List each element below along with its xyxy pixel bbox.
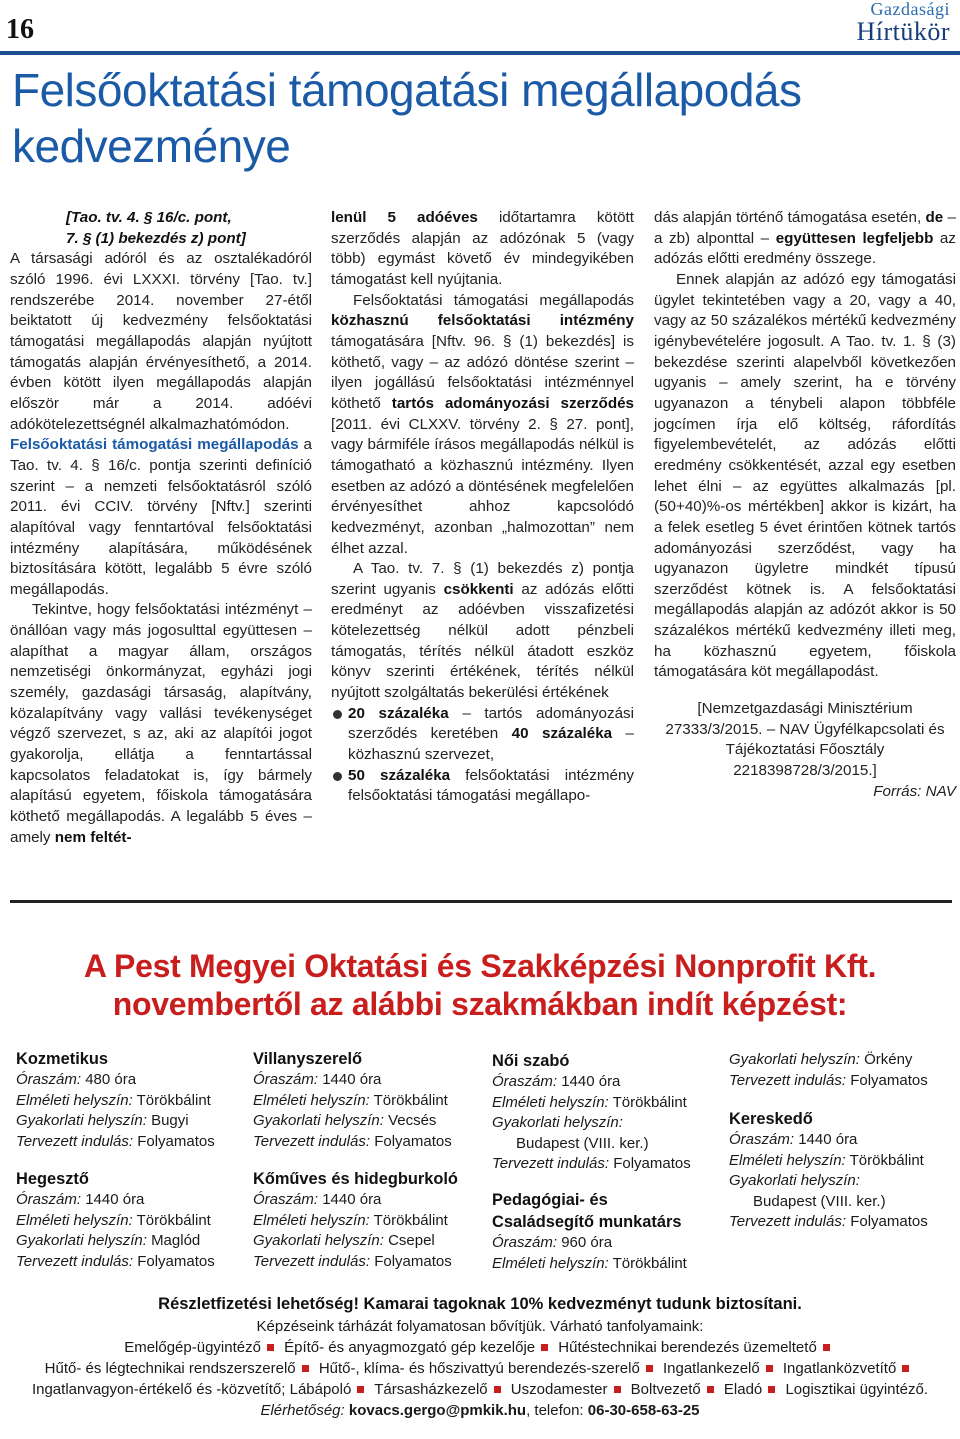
practice-value: Budapest (VIII. ker.) [753,1192,886,1210]
practice-value: Csepel [388,1232,435,1250]
section-divider [10,900,952,903]
bold-term: nem feltét- [54,828,132,846]
red-square-bullet-icon [766,1365,773,1372]
course-villanyszerelo [253,1048,483,1152]
start-value: Folyamatos [137,1132,215,1150]
paragraph: – közhasznú szervezet, [348,725,634,764]
paragraph: – tartós adományozási szerződés keretében [348,704,634,743]
ad-footer [0,1292,960,1421]
hours-label: Óraszám: [492,1073,558,1090]
bullet-item [348,704,634,766]
theory-label: Elméleti helyszín: [492,1254,609,1272]
upcoming-courses-intro: Képzéseink tárházát folyamatosan bővítjük. Várható tanfolyamaink: [256,1318,704,1335]
bold-term: lenül 5 adóéves [331,209,478,226]
theory-label: Elméleti helyszín: [492,1093,609,1111]
practice-value: Vecsés [388,1112,437,1130]
header-rule [0,51,960,55]
course-kozmetikus [16,1048,236,1152]
red-square-bullet-icon [823,1344,830,1351]
ad-headline-2: novembertől az alábbi szakmákban indít képzést: [112,986,848,1022]
paragraph: felsőoktatási intézmény felsőoktatási támogatási megállapo- [348,766,634,805]
upcoming-courses-list [0,1337,960,1400]
start-value: Folyamatos [137,1252,215,1270]
upcoming-course-item: Hűtő- és légtechnikai rendszerszerelő [44,1360,296,1377]
course-hegeszto [16,1168,236,1272]
upcoming-course-item: Ingatlanvagyon-értékelő és -közvetítő; Lábápoló [31,1381,352,1398]
practice-label: Gyakorlati helyszín: [253,1232,384,1250]
paragraph: Felsőoktatási támogatási megállapodás [353,291,634,309]
bullet-item [348,766,634,807]
practice-value: Örkény [864,1051,913,1068]
hours-label: Óraszám: [16,1071,82,1088]
hours-value: 1440 óra [85,1191,145,1208]
bold-term: csökkenti [443,580,514,598]
course-name-line-1: Pedagógiai- és [492,1191,608,1209]
contact-phone[interactable]: 06-30-658-63-25 [587,1402,700,1419]
publication-brand [856,0,950,46]
bold-term: közhasznú felsőoktatási intézmény [331,312,634,330]
bold-term: de [925,209,944,226]
phone-label: , telefon: [526,1402,584,1419]
paragraph: időtartamra kötött szerződés alapján az adózónak 5 (vagy több) egymást követő év mindegyikében támogatást kell nyújtania. [331,209,634,288]
article-title: Felsőoktatási támogatási megállapodás kedvezménye [12,64,802,172]
course-name: Kozmetikus [16,1050,108,1068]
upcoming-course-item: Ingatlanközvetítő [782,1360,897,1377]
start-label: Tervezett indulás: [16,1252,134,1270]
hours-value: 1440 óra [322,1191,382,1208]
theory-value: Törökbálint [849,1151,924,1169]
hours-label: Óraszám: [729,1131,795,1148]
theory-value: Törökbálint [612,1093,687,1111]
red-square-bullet-icon [768,1386,775,1393]
red-square-bullet-icon [614,1386,621,1393]
article-column-1 [10,208,312,848]
practice-value: Bugyi [151,1112,189,1130]
course-name: Kereskedő [729,1110,813,1128]
hours-value: 480 óra [85,1071,137,1088]
legal-reference-1: [Tao. tv. 4. § 16/c. pont, [66,209,232,226]
theory-label: Elméleti helyszín: [729,1151,846,1169]
red-square-bullet-icon [707,1386,714,1393]
course-name: Női szabó [492,1052,570,1070]
bold-term: tartós adományozási szerződés [391,394,634,412]
red-square-bullet-icon [267,1344,274,1351]
paragraph: a Tao. tv. 4. § 16/c. pontja szerinti definíció szerint – a nemzeti felsőoktatásról szóló 2011. évi CCIV. törvény [Nftv.] szerinti alapítóval vagy fenntartóval felsőoktatási intézmény alapítására, működésének biztosítására kötött, legalább 5 évre szóló megállapodás. [10,436,312,598]
upcoming-course-item: Boltvezető [630,1381,701,1398]
practice-value: Budapest (VIII. ker.) [516,1134,649,1152]
theory-value: Törökbálint [612,1254,687,1272]
red-square-bullet-icon [902,1365,909,1372]
hours-label: Óraszám: [16,1191,82,1208]
practice-label: Gyakorlati helyszín: [16,1112,147,1130]
practice-label: Gyakorlati helyszín: [16,1232,147,1250]
start-value: Folyamatos [374,1132,452,1150]
hours-value: 1440 óra [798,1131,858,1148]
course-pedagogiai-continued [729,1050,957,1091]
start-value: Folyamatos [374,1252,452,1270]
start-label: Tervezett indulás: [729,1071,847,1089]
upcoming-course-item: Logisztikai ügyintéző. [785,1381,929,1398]
theory-label: Elméleti helyszín: [253,1091,370,1109]
paragraph: A társasági adóról és az osztalékadóról szóló 1996. évi LXXXI. törvény [Tao. tv.] rendszerébe 2014. november 27-étől beiktatott új kedvezmény felsőoktatási támogatási megállapodás alapján nyújtott támogatás alapján érvényesíthető, a 2014. évben kötött ilyen megállapodás alapján először már a 2014. adóévi adókötelezettségnél alkalmazhatómódon. [10,250,312,433]
bullet-list [331,704,634,807]
paragraph: dás alapján történő támogatása esetén, [654,209,922,226]
page-header [0,0,960,58]
upcoming-course-item: Társasházkezelő [374,1381,488,1398]
brand-line-1: Gazdasági [870,0,950,19]
upcoming-course-item: Uszodamester [510,1381,608,1398]
upcoming-course-item: Emelőgép-ügyintéző [124,1339,261,1356]
practice-label: Gyakorlati helyszín: [729,1051,860,1068]
bold-term: 20 százaléka [348,704,449,722]
practice-value: Maglód [151,1232,201,1250]
installment-note: Részletfizetési lehetőség! Kamarai tagoknak 10% kedvezményt tudunk biztosítani. [158,1295,802,1313]
start-label: Tervezett indulás: [253,1132,371,1150]
red-square-bullet-icon [646,1365,653,1372]
page-number: 16 [6,14,34,45]
bold-term: 40 százaléka [511,725,613,743]
contact-email[interactable]: kovacs.gergo@pmkik.hu [348,1402,527,1419]
bold-term: Felsőoktatási támogatási megállapodás [10,436,299,454]
ad-headline-1: A Pest Megyei Oktatási és Szakképzési Nonprofit Kft. [83,948,877,984]
hours-value: 1440 óra [322,1071,382,1088]
start-label: Tervezett indulás: [253,1252,371,1270]
theory-value: Törökbálint [136,1211,211,1229]
theory-label: Elméleti helyszín: [253,1211,370,1229]
reference-note: [Nemzetgazdasági Minisztérium 27333/3/2015. – NAV Ügyfélkapcsolati és Tájékoztatási Főosztály 2218398728/3/2015.] [665,700,945,780]
legal-reference-2: 7. § (1) bekezdés z) pont] [66,229,246,247]
paragraph: – a zb) alponttal – [654,209,956,247]
paragraph: támogatására [Nftv. 96. § (1) bekezdés] is köthető, vagy – az adózó döntése szerint – ilyen jogállású felsőoktatási intézménnyel köthető [331,332,634,412]
theory-value: Törökbálint [373,1091,448,1109]
course-kereskedo [729,1108,957,1233]
theory-label: Elméleti helyszín: [16,1091,133,1109]
start-label: Tervezett indulás: [492,1155,610,1173]
source-note: Forrás: NAV [873,782,956,800]
hours-value: 960 óra [561,1234,613,1251]
contact-label: Elérhetőség: [260,1402,345,1419]
bold-term: együttesen legfeljebb [775,229,934,247]
hours-label: Óraszám: [492,1234,558,1251]
paragraph: az adózás előtti eredmény összege. [654,229,956,268]
course-name: Villanyszerelő [253,1050,363,1068]
theory-label: Elméleti helyszín: [16,1211,133,1229]
upcoming-course-item: Ingatlankezelő [662,1360,760,1377]
practice-label: Gyakorlati helyszín: [492,1114,623,1132]
red-square-bullet-icon [302,1365,309,1372]
paragraph: Ennek alapján az adózó egy támogatási ügylet tekintetében vagy a 20, vagy a 40, vagy az 50 százalékos mértékű kedvezmény igénybevételére jogosult. A Tao. tv. 1. § (3) bekezdése szerinti alapelvből következően ugyanis – amely szerint, ha e törvény ugyanazon a ténybeli alapon többféle jogcímen írja elő költség, ráfordítás figyelembevételét, az adózás előtti eredmény csökkentését, azzal egy esetben lehet élni – az együttes alkalmazás [pl. (50+40)%-os mértékben] akkor is kizárt, ha a felek esetleg 5 évet érintően kötnek tartós adományozási szerződést, vagy ha ugyanazon ügyletre mindkét típusú szerződést kötnek is. A felsőoktatási megállapodás alapján az adózót akkor is 50 százalékos mértékű kedvezmény illeti meg, ha közhasznú egyetem, főiskola támogatására köt megállapodást. [654,270,956,681]
start-label: Tervezett indulás: [729,1213,847,1231]
bold-term: 50 százaléka [348,766,451,784]
upcoming-course-item: Építő- és anyagmozgató gép kezelője [284,1339,536,1356]
paragraph: [2011. évi CLXXV. törvény 2. § 27. pont], vagy bármiféle írásos megállapodás nélkül is támogatható a közhasznú intézmény. Ilyen esetben az adózó a döntésének megfelelően érvényesíthet ahhoz kapcsolódó kedvezményt, azonban „halmozottan” nem élhet azzal. [331,415,634,557]
start-value: Folyamatos [850,1071,928,1089]
start-label: Tervezett indulás: [16,1132,134,1150]
hours-value: 1440 óra [561,1073,621,1090]
course-name: Kőműves és hidegburkoló [253,1170,458,1188]
paragraph: az adózás előtti eredményt az adóévben visszafizetési kötelezettség nélkül adott pénzbeli támogatás, térítés nélkül átadott eszköz könyv szerinti értékének, térítés nélkül nyújtott szolgáltatás bekerülési értékének [331,580,634,702]
brand-line-2: Hírtükör [856,17,950,46]
red-square-bullet-icon [541,1344,548,1351]
course-name-line-2: Családsegítő munkatárs [492,1213,682,1231]
upcoming-course-item: Hűtéstechnikai berendezés üzemeltető [558,1339,817,1356]
practice-label: Gyakorlati helyszín: [253,1112,384,1130]
hours-label: Óraszám: [253,1191,319,1208]
red-square-bullet-icon [357,1386,364,1393]
contact-line [0,1400,960,1421]
upcoming-course-item: Hűtő-, klíma- és hőszivattyú berendezés-szerelő [318,1360,640,1377]
theory-value: Törökbálint [136,1091,211,1109]
practice-label: Gyakorlati helyszín: [729,1172,860,1190]
start-value: Folyamatos [613,1155,691,1173]
course-komuves [253,1168,483,1272]
course-name: Hegesztő [16,1170,89,1188]
course-noi-szabo [492,1050,722,1175]
course-pedagogiai [492,1189,722,1274]
article-column-2 [331,208,634,807]
paragraph: Tekintve, hogy felsőoktatási intézményt – önállóan vagy más jogosulttal együttesen – alapíthat a magyar állam, országos nemzetiségi önkormányzat, egyházi jogi személy, gazdasági társaság, alapítvány, közalapítvány vagy vallási tevékenységet végző szervezet, s az, aki az alapítói jogot gyakorolja, ellátja a fenntartással kapcsolatos feladatokat is, így bármely alapítású egyetem, főiskola támogatására köthető megállapodás. A legalább 5 éves – amely [10,601,312,846]
start-value: Folyamatos [850,1213,928,1231]
red-square-bullet-icon [494,1386,501,1393]
article-column-3 [654,208,956,802]
upcoming-course-item: Eladó [723,1381,763,1398]
hours-label: Óraszám: [253,1071,319,1088]
theory-value: Törökbálint [373,1211,448,1229]
paragraph: A Tao. tv. 7. § (1) bekezdés z) pontja szerint ugyanis [331,560,634,598]
